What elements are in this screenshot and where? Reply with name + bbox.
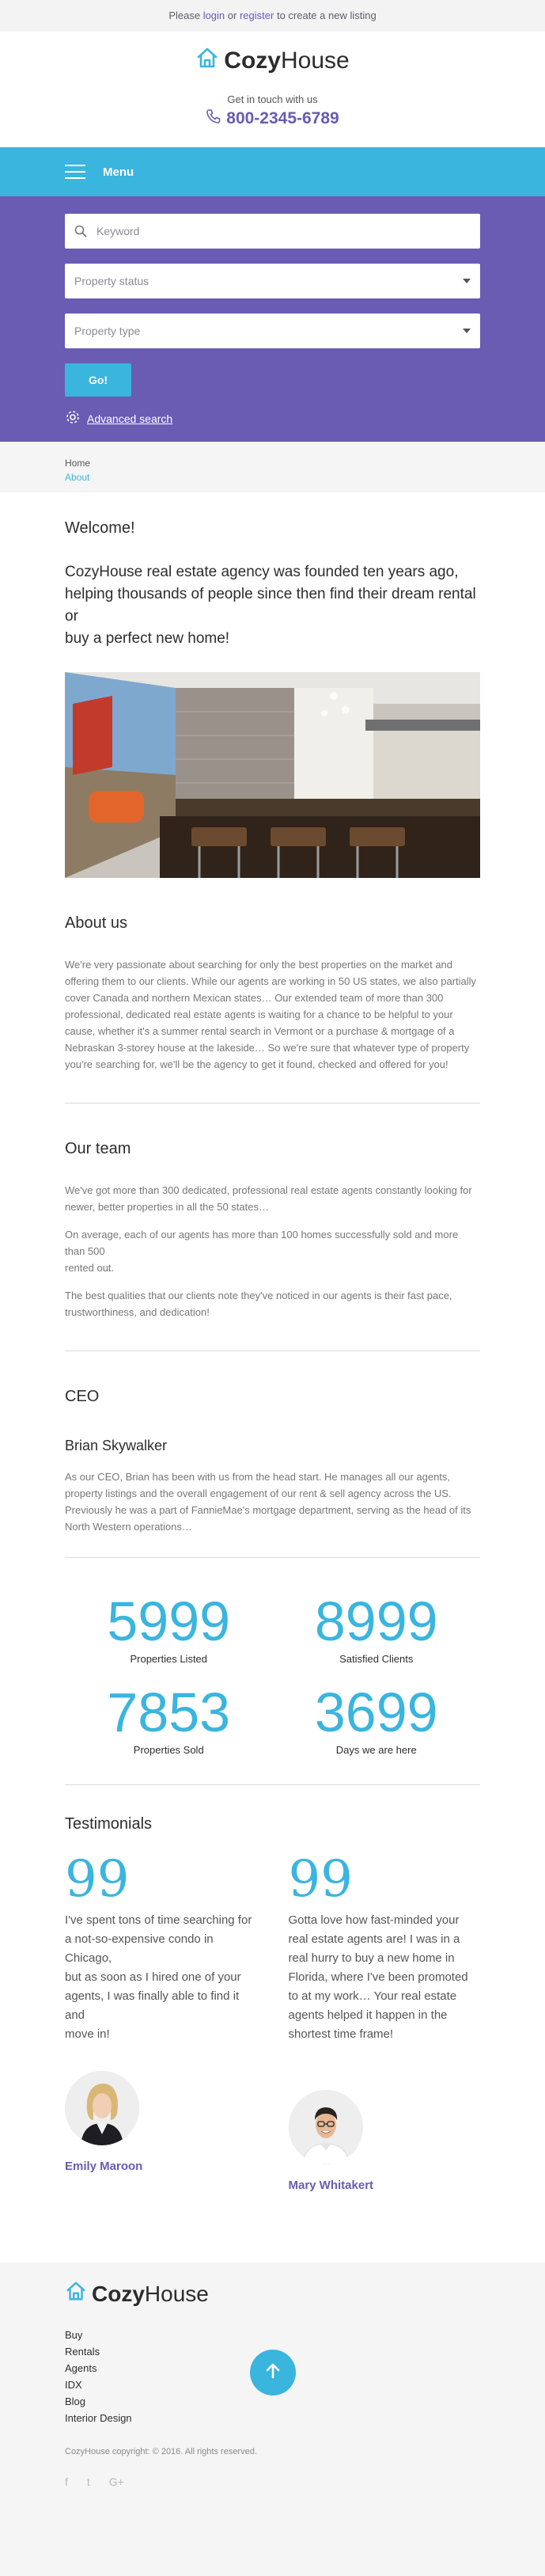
welcome-lead-1: CozyHouse real estate agency was founded ten years ago, helping thousands of people since then find their dream rental or	[65, 564, 476, 625]
gear-icon	[65, 409, 81, 427]
welcome-lead	[65, 561, 476, 650]
breadcrumb-home[interactable]: Home	[65, 458, 91, 469]
footer-link-idx[interactable]: IDX	[65, 2379, 82, 2391]
phone-link[interactable]	[206, 108, 339, 129]
stat-label: Days we are here	[335, 1744, 417, 1756]
stat-value: 5999	[107, 1590, 231, 1652]
stat-value: 3699	[314, 1681, 438, 1743]
copyright: CozyHouse copyright: © 2016. All rights reserved.	[65, 2447, 257, 2456]
search-panel	[0, 196, 545, 442]
team-text-2b: rented out.	[65, 1262, 115, 1274]
topbar-or: or	[227, 9, 237, 21]
advanced-search-link[interactable]	[65, 409, 480, 427]
about-text: We're very passionate about searching for only the best properties on the market and offering them to our clients. While our agents are working in 50 US states, we also partially cover Canada and northern Mexican states… Our extended team of more than 300 professional, dedicated real estate agents is waiting for a chance to be helpful to your cause, whether it's a summer rental search in Vermont or a purchase & mortgage of a Nebraskan 3-storey house at the lakeside… So we're sure that whatever type of property you're searching for, we'll be the agency to get it found, checked and offered for you!	[65, 959, 477, 1070]
divider	[65, 1784, 480, 1785]
team-text-2a: On average, each of our agents has more than 100 homes successfully sold and more than 500	[65, 1229, 459, 1257]
property-status-value: Property status	[74, 275, 149, 287]
google-plus-icon[interactable]: G+	[108, 2475, 124, 2488]
menu-bar[interactable]	[0, 147, 545, 196]
testimonial-author: Mary Whitakert	[288, 2179, 374, 2192]
twitter-icon[interactable]: t	[86, 2475, 90, 2488]
testimonials-grid	[65, 1850, 480, 2192]
chevron-down-icon	[463, 279, 471, 283]
site-header	[0, 32, 545, 147]
testimonial-line: I've spent tons of time searching for a not-so-expensive condo in Chicago,	[65, 1913, 252, 1965]
ceo-name: Brian Skywalker	[65, 1438, 168, 1453]
quote-icon: 99	[65, 1850, 130, 1909]
testimonial-line: move in!	[65, 2027, 110, 2041]
footer-link-rentals[interactable]: Rentals	[65, 2346, 100, 2358]
team-title: Our team	[65, 1140, 131, 1157]
advanced-search-label: Advanced search	[87, 412, 173, 425]
social-links	[65, 2475, 480, 2488]
welcome-lead-2: buy a perfect new home!	[65, 630, 230, 647]
search-icon	[74, 224, 89, 238]
team-text-3: The best qualities that our clients note they've noticed in our agents is their fast pace, trustworthiness, and dedication!	[65, 1290, 452, 1318]
logo-bold: Cozy	[92, 2281, 145, 2306]
stats-grid	[65, 1590, 480, 1756]
login-link[interactable]: login	[202, 9, 225, 21]
testimonial-card	[65, 1850, 257, 2192]
stat-properties-listed	[65, 1590, 273, 1665]
site-logo[interactable]	[195, 46, 349, 76]
testimonials-title: Testimonials	[65, 1815, 153, 1833]
footer-link-blog[interactable]: Blog	[65, 2396, 86, 2407]
stat-properties-sold	[65, 1681, 273, 1756]
logo-light: House	[280, 47, 350, 74]
testimonial-card	[288, 1850, 481, 2192]
stat-value: 7853	[107, 1681, 231, 1743]
hamburger-icon[interactable]	[65, 165, 85, 179]
ceo-title: CEO	[65, 1388, 100, 1405]
topbar-suffix: to create a new listing	[276, 9, 377, 21]
top-bar	[0, 0, 545, 32]
footer-logo[interactable]	[65, 2280, 209, 2308]
property-type-select[interactable]	[65, 313, 480, 348]
property-status-select[interactable]	[65, 264, 480, 298]
testimonial-text	[289, 1911, 481, 2044]
scroll-top-button[interactable]	[250, 2350, 296, 2396]
go-button[interactable]: Go!	[65, 363, 131, 397]
register-link[interactable]: register	[239, 9, 274, 21]
stat-label: Properties Listed	[130, 1653, 208, 1665]
footer-link-interior-design[interactable]: Interior Design	[65, 2412, 132, 2424]
footer-link-buy[interactable]: Buy	[65, 2329, 83, 2341]
stat-days-here	[273, 1681, 481, 1756]
ceo-text: As our CEO, Brian has been with us from the head start. He manages all our agents, property listings and the overall engagement of our rent & sell agency across the US. Previously he was a part of FannieMae's mortgage department, serving as the head of its North Western operations…	[65, 1471, 471, 1533]
welcome-title: Welcome!	[65, 519, 135, 537]
chevron-down-icon	[463, 329, 471, 333]
testimonial-line: but as soon as I hired one of your agents, I was finally able to find it and	[65, 1970, 241, 2022]
house-icon	[195, 46, 219, 76]
team-text-2	[65, 1226, 480, 1276]
stat-label: Satisfied Clients	[339, 1653, 414, 1665]
stat-label: Properties Sold	[133, 1744, 204, 1756]
menu-label: Menu	[103, 165, 134, 179]
testimonial-line: Gotta love how fast-minded your real estate agents are! I was in a real hurry to buy a new home in Florida, where I've been promoted to at my work… Your real estate agents helped it happen in the shortest time frame!	[288, 1913, 468, 2041]
breadcrumb-current: About	[65, 472, 90, 483]
stat-satisfied-clients	[273, 1590, 481, 1665]
keyword-placeholder: Keyword	[97, 225, 140, 237]
footer-link-agents[interactable]: Agents	[65, 2362, 97, 2374]
arrow-up-icon	[263, 2361, 282, 2384]
logo-bold: Cozy	[224, 47, 281, 74]
breadcrumb	[0, 442, 545, 492]
house-icon	[65, 2280, 87, 2308]
logo-light: House	[144, 2281, 209, 2306]
phone-number: 800-2345-6789	[226, 109, 339, 127]
quote-icon: 99	[288, 1850, 353, 1909]
testimonial-text	[65, 1911, 257, 2044]
phone-icon	[206, 108, 221, 129]
divider	[65, 1103, 480, 1104]
avatar	[65, 2071, 139, 2145]
avatar	[289, 2090, 363, 2164]
about-title: About us	[65, 914, 127, 932]
contact-label: Get in touch with us	[227, 93, 318, 105]
property-type-value: Property type	[74, 325, 141, 337]
interior-photo	[65, 672, 480, 878]
stat-value: 8999	[314, 1590, 438, 1652]
testimonial-author: Emily Maroon	[65, 2160, 143, 2173]
facebook-icon[interactable]: f	[65, 2475, 68, 2488]
main-content	[0, 519, 545, 2192]
keyword-input[interactable]	[65, 214, 480, 249]
site-footer	[0, 2263, 545, 2576]
topbar-prefix: Please	[168, 9, 201, 21]
divider	[65, 1557, 480, 1558]
team-text-1: We've got more than 300 dedicated, professional real estate agents constantly looking for newer, better properties in all the 50 states…	[65, 1184, 472, 1213]
